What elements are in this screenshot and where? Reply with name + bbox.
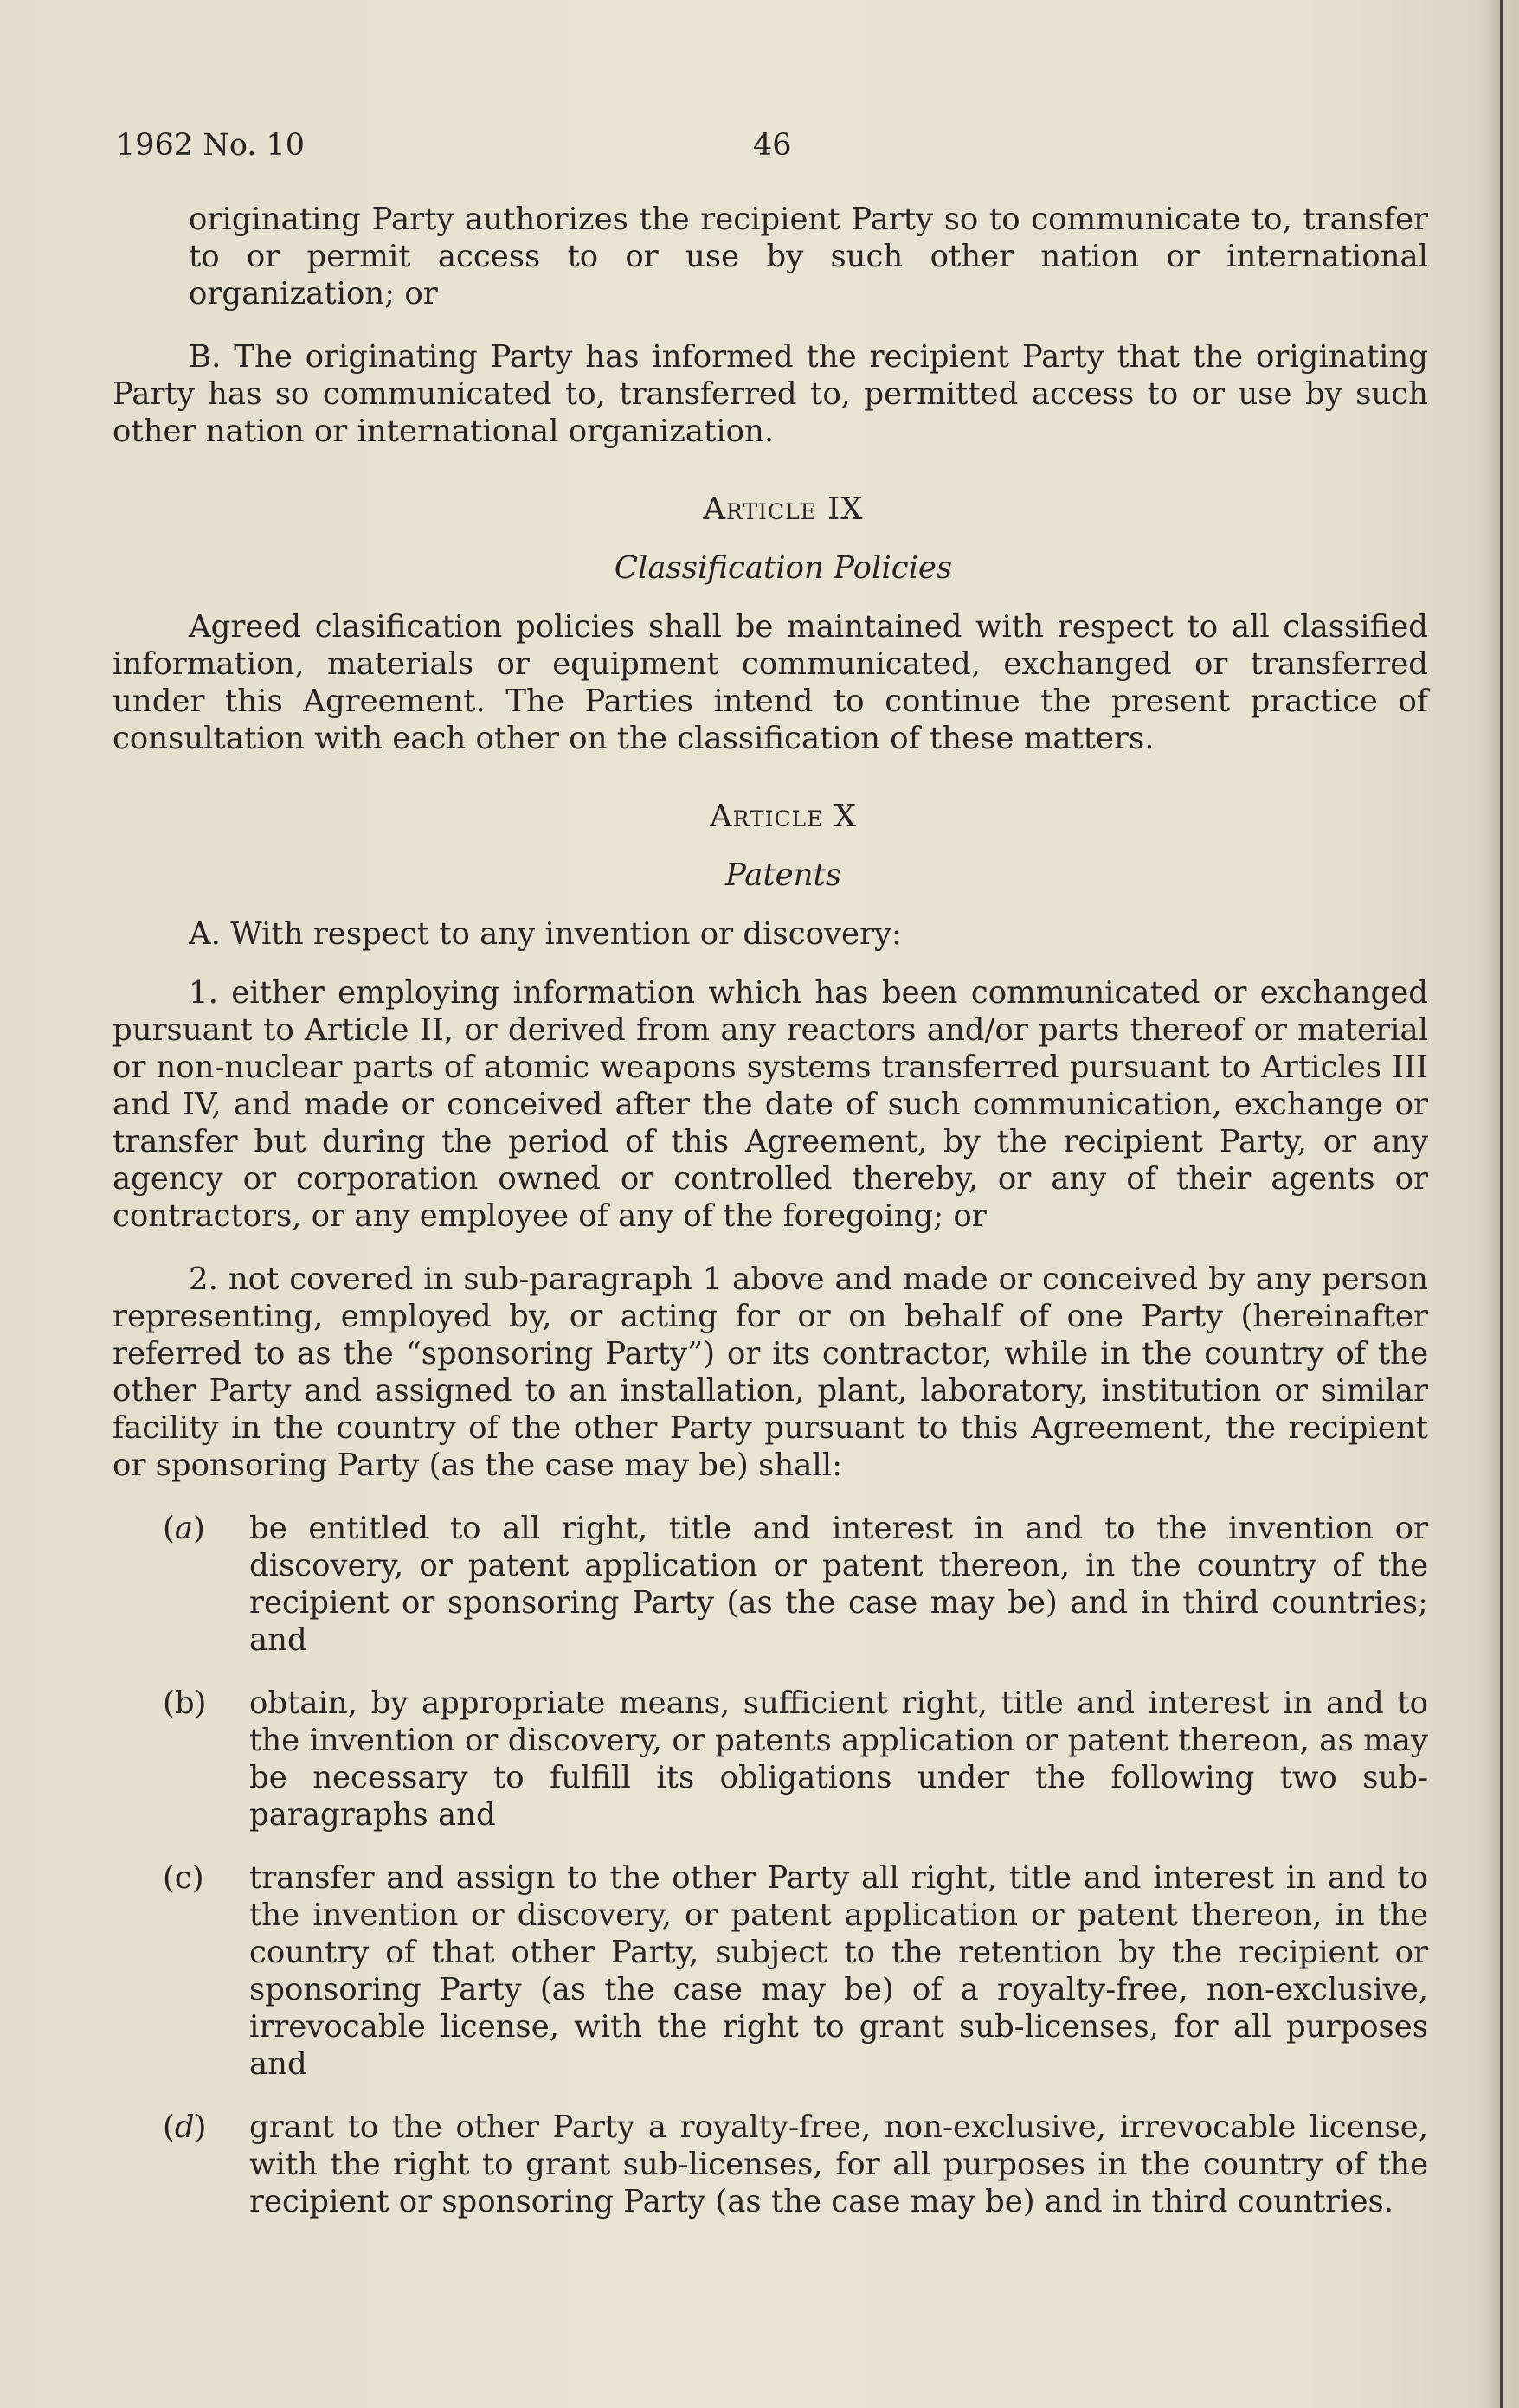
binding-edge (1500, 0, 1503, 2408)
subitem-c (113, 1859, 1428, 2083)
article-x-item-1: 1. either employing information which has been communicated or exchanged pursuant to Article II, or derived from any reactors and/or parts thereof or material or non-nuclear parts of atomic weapons systems transferred pursuant to Articles III and IV, and made or conceived after the date of such communication, exchange or transfer but during the period of this Agreement, by the recipient Party, or any agency or corporation owned or controlled thereby, or any of their agents or contractors, or any employee of any of the foregoing; or (113, 975, 1428, 1234)
subitem-label: (c) (163, 1860, 204, 1896)
binding-shadow (1484, 0, 1500, 2408)
paragraph-continuation: originating Party authorizes the recipient Party so to communicate to, transfer to or permit access to or use by such other nation or international organization; or (189, 202, 1428, 311)
article-ix-heading: Article IX (703, 491, 864, 527)
subitem-text: transfer and assign to the other Party all right, title and interest in and to the invention or discovery, or patent application or patent thereon, in the country of that other Party, subject to the retention by the recipient or sponsoring Party (as the case may be) of a royalty-free, non-exclusive, irrevocable license, with the right to grant sub-licenses, for all purposes and (249, 1860, 1428, 2082)
subitem-label: (b) (163, 1686, 207, 1721)
article-x-intro: A. With respect to any invention or discovery: (189, 916, 903, 952)
article-x-subheading: Patents (724, 857, 842, 893)
subitem-text: be entitled to all right, title and interest in and to the invention or discovery, or patent application or patent thereon, in the country of the recipient or sponsoring Party (as the case may be) and in third countries; and (249, 1511, 1428, 1658)
subitem-label: (a) (163, 1511, 205, 1546)
article-x-item-2: 2. not covered in sub-paragraph 1 above and made or conceived by any person representing, employed by, or acting for or on behalf of one Party (hereinafter referred to as the “sponsoring Party”) or its contractor, while in the country of the other Party and assigned to an installation, plant, laboratory, institution or similar facility in the country of the other Party pursuant to this Agreement, the recipient or sponsoring Party (as the case may be) shall: (113, 1262, 1428, 1483)
document-body (113, 201, 1428, 2220)
subitem-label: (d) (163, 2109, 207, 2145)
document-reference: 1962 No. 10 (116, 128, 306, 163)
subitem-d (113, 2109, 1428, 2220)
subitem-a (113, 1510, 1428, 1659)
page-number: 46 (753, 128, 792, 163)
subitem-b (113, 1685, 1428, 1833)
article-ix-text: Agreed clasification policies shall be maintained with respect to all classified information, materials or equipment communicated, exchanged or transferred under this Agreement. The Parties intend to continue the present practice of consultation with each other on the classification of these matters. (113, 609, 1428, 756)
article-x-heading: Article X (709, 799, 858, 834)
subitem-text: obtain, by appropriate means, sufficient right, title and interest in and to the invention or discovery, or patents application or patent thereon, as may be necessary to fulfill its obligations under the following two sub-paragraphs and (249, 1686, 1428, 1833)
article-ix-subheading: Classification Policies (614, 550, 953, 586)
subitem-text: grant to the other Party a royalty-free, non-exclusive, irrevocable license, with the right to grant sub-licenses, for all purposes in the country of the recipient or sponsoring Party (as the case may be) and in third countries. (249, 2109, 1428, 2219)
paragraph-b: B. The originating Party has informed the recipient Party that the originating Party has so communicated to, transferred to, permitted access to or use by such other nation or international organization. (113, 339, 1428, 449)
